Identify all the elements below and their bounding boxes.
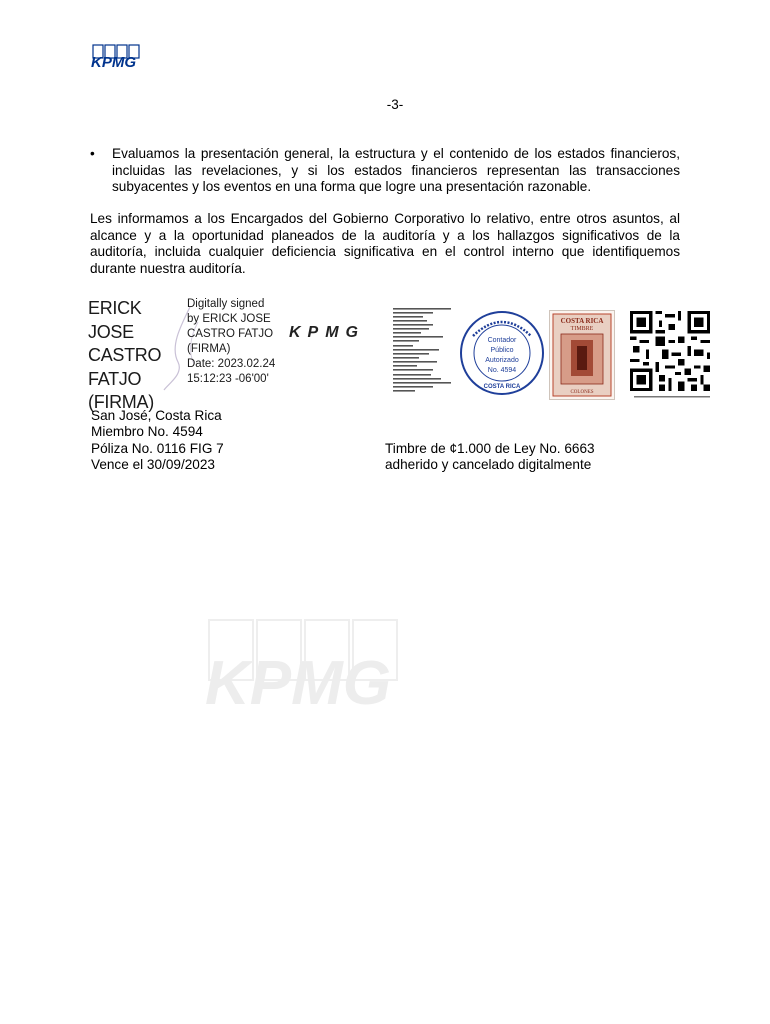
svg-text:COSTA RICA: COSTA RICA [560, 317, 604, 325]
bullet-text: Evaluamos la presentación general, la estructura y el contenido de los estados financieros, incluidas las revelaciones, y si los estados financieros representan las transacciones subyacentes y los eventos en una forma que logre una presentación razonable. [112, 146, 680, 194]
svg-text:KPMG: KPMG [91, 54, 136, 70]
svg-text:KPMG: KPMG [205, 649, 391, 713]
timbre-stamp [549, 310, 615, 400]
svg-text:Autorizado: Autorizado [485, 357, 519, 364]
kpmg-watermark [205, 618, 405, 713]
qr-caption-fine-print [628, 395, 718, 399]
svg-text:Público: Público [490, 347, 514, 354]
signature-details: Digitally signed by ERICK JOSE CASTRO FATJO (FIRMA) Date: 2023.02.24 15:12:23 -06'00' [187, 298, 276, 385]
location-block: San José, Costa Rica Miembro No. 4594 Póliza No. 0116 FIG 7 Vence el 30/09/2023 [91, 408, 224, 472]
kpmg-logo [90, 44, 146, 70]
contador-publico-seal [459, 310, 545, 396]
bullet-item [90, 146, 680, 196]
svg-text:Contador: Contador [487, 337, 517, 344]
timbre-note: Timbre de ¢1.000 de Ley No. 6663 adherido y cancelado digitalmente [385, 441, 595, 473]
bullet-icon: • [90, 146, 95, 161]
page-number: -3- [386, 97, 404, 112]
signer-name: ERICK JOSE CASTRO FATJO (FIRMA) [88, 298, 162, 412]
kpmg-signature-stamp: KPMG [289, 324, 365, 341]
timbre-fine-print [393, 308, 455, 396]
svg-text:No. 4594: No. 4594 [487, 367, 517, 374]
svg-text:COSTA RICA: COSTA RICA [483, 384, 521, 390]
qr-code [630, 311, 710, 391]
svg-text:COLONES: COLONES [570, 390, 594, 395]
svg-text:TIMBRE: TIMBRE [570, 326, 594, 332]
body-paragraph: Les informamos a los Encargados del Gobierno Corporativo lo relativo, entre otros asuntos, al alcance y a la oportunidad planeados de la auditoría y a los hallazgos significativos de la auditoría, incluida cualquier deficiencia significativa en el control interno que identifiquemos durante nuestra auditoría. [90, 211, 680, 276]
